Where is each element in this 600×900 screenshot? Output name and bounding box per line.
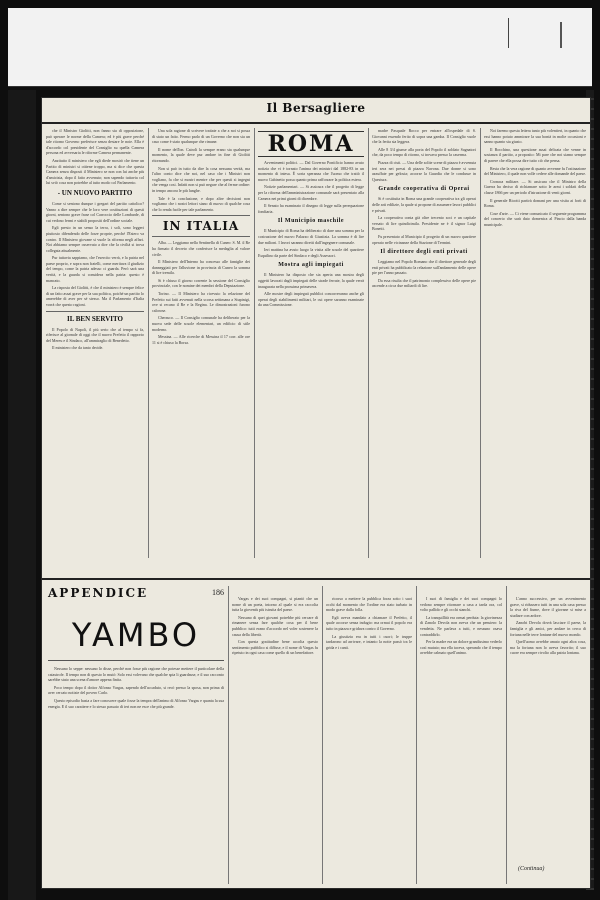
paragraph: Con questa gratitudine bene accolta questo sentimento pubblico si diffuse, e il nome di Vargas fu ripetuto in ogni casa come quello di un benefattore.	[232, 639, 318, 656]
appendix-label: APPENDICE	[48, 586, 149, 600]
heading-direttore: Il direttore degli enti privati	[380, 249, 468, 256]
paragraph: Il Ministero dell'Interno ha concesso alle famiglie dei danneggiati per l'alluvione in provincia di Cuneo la somma di lire tremila.	[152, 259, 250, 276]
previous-page-strip	[8, 8, 592, 87]
paragraph: Messina. — Alle ricerche di Messina il 17 corr. alle ore 11 si è chiuso la Borsa.	[152, 334, 250, 345]
paragraph: Il generale Ricotti partirà domani per una visita ai forti di Roma.	[484, 197, 586, 209]
appendix-column-4	[420, 596, 502, 884]
column-rule	[322, 586, 323, 884]
paragraph: I suoi di famiglia e dei suoi compagni lo vedono sempre ritornare a casa a tarda ora, col volto pallido e gli occhi stanchi.	[420, 596, 502, 613]
paragraph: Il Senato ha esaminato il disegno di legge sulla perequazione fondiaria.	[258, 203, 364, 214]
heading-ben-servito: IL BEN SERVITO	[66, 314, 124, 323]
heading-in-italia: IN ITALIA	[162, 219, 240, 234]
column-rule	[480, 128, 481, 558]
column-rule	[416, 586, 417, 884]
paragraph: Una sola ragione di scrivere trattate a che a noi si possa di stato un fatto. Fermo parlo di un Governo che non sia un caso come è stato qualunque che rimane.	[152, 128, 250, 145]
paragraph: Da essa risulta che il patrimonio complessivo delle opere pie ascende a circa due miliardi di lire.	[372, 277, 476, 289]
paragraph: Il Municipio di Roma ha deliberato di dare una somma per la costruzione del nuovo Palazzo di Giustizia. La somma è di lire due milioni. I lavori saranno diretti dall'ingegnere comunale.	[258, 228, 364, 245]
paragraph: Anzitutto il ministero che egli diede mostrò che tiene un Partito di ministri si ottiene troppo, ma si dice che questa Camera senza disposti il Ministero se non con lui anche più d'amicizia, dopo il fatto avvenuto; non sapendo tuttavia col lui sviò cosa non potrebbe al tutto modo col Parlamento.	[46, 157, 144, 186]
paragraph: La tranquillità era ormai perduta: la giovinezza di Zanolo Devola non aveva che un pensiero: la vendetta. Ne parlava a tutti, e nessuno osava contraddirlo.	[420, 614, 502, 637]
paragraph: Alba. — Leggiamo nella Sentinella di Cuneo: S. M. il Re ha firmato il decreto che conferisce la medaglia al valore civile.	[152, 240, 250, 257]
paragraph: Alle 8 3/4 giunse alla porta del Popolo il soldato Sagnatori che, da poco tempo di ritorno, si trovava presso la caserma.	[372, 146, 476, 158]
paragraph: Si è costituita in Roma una grande cooperativa tra gli operai delle arti edilizie, la quale si propone di assumere lavori pubblici e privati.	[372, 196, 476, 213]
paragraph: Cronaca militare. — Si assicura che il Ministro della Guerra ha deciso di richiamare sotto le armi i soldati della classe 1866 per un periodo d'istruzione di venti giorni.	[484, 178, 586, 195]
paragraph: Il nome dell'on. Cairoli la sempre erano sta qualunque momento, la quale deve pur andare in fine di Giolitti ritornando.	[152, 146, 250, 163]
paragraph: Notizie parlamentari. — Si assicura che il progetto di legge per la riforma dell'amministrazione comunale sarà presentato alla Camera nei primi giorni di dicembre.	[258, 184, 364, 201]
paragraph: Si è chiuso il giorno corrente la sessione del Consiglio provinciale, con le nomine dei membri della Deputazione.	[152, 277, 250, 289]
column-3	[258, 128, 364, 568]
paragraph: Vargas e dei suoi compagni, si piantò che un nome di un poeta, intorno al quale si era raccolta tutta la gioventù più istruita del paese.	[232, 596, 318, 613]
paragraph: Avvenimenti politici. — Dal Governo Pontificio hanno avuto notizia che vi è tornato l'anima dei ministri dal 1882-83 in un momento di intesa. È sorta speranza che l'uomo che trattò il nuovo Gabinetto possa quanto prima rafforzare la politica estera.	[258, 160, 364, 182]
masthead-title: Il Bersagliere	[266, 101, 366, 115]
column-1	[46, 128, 144, 568]
paragraph: Alle mostre degli impiegati pubblici concorreranno anche gli operai degli stabilimenti militari, le cui opere saranno esaminate da una Commissione.	[258, 291, 364, 308]
paragraph: Il ministero che da tanto decide.	[52, 345, 104, 351]
binding-spine	[8, 90, 36, 900]
paragraph: ricorso a mettere la pubblica forza sotto i suoi occhi dal momento che l'ordine era stato turbato in modo grave dalla folla.	[326, 596, 412, 613]
paragraph: Ieri mattina ha avuto luogo la visita alle scuole del quartiere Esquilino da parte del Sindaco e degli Assessori.	[258, 247, 364, 258]
paragraph: Quell'uomo avrebbe amato ogni altra cosa, ma la fortuna non lo aveva favorito; il suo cuore era sempre rivolto alla patria lontana.	[510, 639, 586, 656]
previous-page-mark	[508, 18, 509, 48]
column-rule	[368, 128, 369, 558]
novel-title: YAMBO	[71, 616, 201, 654]
paragraph: Noi faremo questa lettera tanto più volentieri, in quanto che essi hanno potuto ammirare la sua bontà in molte occasioni e sanno quanto sia giusto.	[484, 128, 586, 145]
paragraph: che il Ministro Giolitti, non fanno sia di opposizione, può sperare le norme della Camera; ed è più grave perché tale ritorno Governo preferisce senza destare le noie. Ella è d'accordo col presidente del Consiglio su quella Camera persona ed avversaria le riforme Camera permanente.	[46, 128, 144, 156]
title-rule	[48, 660, 224, 661]
heading-nuovo-partito: - UN NUOVO PARTITO	[57, 188, 133, 197]
paragraph: Fu presentato al Municipio il progetto di un nuovo quartiere operaio nelle vicinanze della Stazione di Termini.	[372, 233, 476, 245]
previous-page-mark-right	[560, 22, 562, 48]
column-rule	[506, 586, 507, 884]
appendix-number: 186	[212, 588, 224, 597]
paragraph: Nessuno lo seppe: nessuno lo disse, perchè non fosse più ragione che potesse mettere il particolare della catastrofe. Il tempo non di questo lo mutò: Solo essi volevano che qualche spia li guardasse, e il suo racconto sarebbe stato una scena d'amore appena finita.	[48, 666, 224, 683]
paragraph: Piazza di cisti. — Una delle solite scene di piazza è avvenuta ieri sera nei pressi di piazza Navona. Due donne si sono azzuffate per gelosia; accorse la Guardia che le condusse in Questura.	[372, 159, 476, 182]
divider	[152, 215, 250, 216]
paragraph: Questo episodio basta a fare conoscere quale fosse la tempra dell'animo di Alfonso Vargas e quanta la sua energia. E il suo carattere e lo stesso passato di ieri non ne esce che più grande.	[48, 697, 224, 709]
paragraph: Zanobi Devola dovrà lasciare il paese, la famiglia e gli amici, per andare in cerca di fortuna nelle terre lontane del nuovo mondo.	[510, 620, 586, 637]
column-5	[484, 128, 586, 568]
appendix-header	[48, 586, 224, 604]
appendix-column-2	[232, 596, 318, 884]
paragraph: madre Pasquale Rocco per entrare all'ospedale di S. Giovanni essendo ferito di sopra una gamba. Il Consiglio vuole che la ferita sia leggera.	[372, 128, 476, 145]
paragraph: Egli aveva mandato a chiamare il Prefetto, il quale accorse senza indugio: ma ormai il popolo era tutto in piazza e gridava contro il Governo.	[326, 614, 412, 631]
newspaper-page	[42, 98, 590, 888]
column-4	[372, 128, 476, 568]
paragraph: Il Ministero ha disposto che sia aperta una mostra degli oggetti lavorati dagli impiegati delle strade ferrate, la quale verrà inaugurata nella prossima primavera.	[258, 272, 364, 289]
paragraph: Cose d'arte. — Ci viene comunicato il seguente programma del concerto che sarà dato domenica al Pincio dalla banda municipale.	[484, 210, 586, 227]
appendix-column-5	[510, 596, 586, 862]
heading-cooperativa: Grande cooperativa di Operai	[378, 186, 470, 193]
continua-note: (Continua)	[518, 866, 545, 872]
heading-municipio: Il Municipio maschile	[277, 218, 345, 225]
column-rule	[254, 128, 255, 558]
appendix-column-1	[48, 666, 224, 884]
column-2	[152, 128, 250, 568]
paragraph: Tale è la conclusione, e dopo altre decisioni non vogliamo che i nostri lettori siano di nuovo di qualche cosa che lo renda facile per tale parlamento.	[152, 195, 250, 212]
paragraph: Poco tempo dopo il dottor Alfonso Vargas, sapendo dell'accaduto, si recò presso la sposa, non prima di aver cercato notizie del povero Carlo.	[48, 684, 224, 696]
paragraph: Resta che la vera ragione di quanto avvenne fu l'ostinazione del Ministero, il quale non volle cedere alle domande del paese.	[484, 165, 586, 177]
paragraph: Cherasco. — Il Consiglio comunale ha deliberato per la nuova sede delle scuole elementari, un edificio di stile moderno.	[152, 315, 250, 332]
paragraph: La cooperativa conta già oltre trecento soci e un capitale versato di lire quindicimila. Presidente ne è il signor Luigi Bonetti.	[372, 215, 476, 232]
divider	[46, 311, 144, 312]
heading-roma: ROMA	[258, 131, 364, 157]
paragraph: Nessuno di quei giovani potrebbe più cercare di rimanere senza fare qualche cosa per il bene pubblico: tutti erano d'accordo nel voler sostenere la causa della libertà.	[232, 614, 318, 637]
column-rule	[228, 586, 229, 884]
paragraph: Pur tuttavia sappiamo, che l'esercito verrà, e la patria nel paese proprio, e sopra non fratelli, come meritava il giudizio del tempo, come la patria adesso ci guarda. Però sarà una verità, e la guarda si considera nella patria: questo è mancato.	[46, 255, 144, 283]
paragraph: L'anno successivo, per un avvenimento grave, si ridussero tutti in una sola casa presso la riva del fiume, dove il giovane si mise a studiare con ardore.	[510, 596, 586, 618]
paragraph: Il Popolo di Napoli, il più serio che al tempo si fa, riferisce al giornale di oggi che il nuovo Prefetto il rapporto del Mereu e il Sindaco, all'ammiraglio di Benedetto.	[46, 326, 144, 343]
divider	[152, 236, 250, 237]
masthead	[42, 98, 590, 124]
heading-mostra: Mostra agli impiegati	[278, 262, 344, 269]
paragraph: La giustizia era in tutti i cuori; le truppe tardarono ad arrivare, e intanto la notte passò tra le grida e i canti.	[326, 633, 412, 650]
paragraph: Leggiamo nel Popolo Romano che il direttore generale degli enti privati ha pubblicato la relazione sull'andamento delle opere pie per l'anno passato.	[372, 259, 476, 276]
paragraph: Torino. — Il Ministero ha ricevuto la relazione del Prefetto sui fatti avvenuti nella scorsa settimana a Stupinigi, ove si recano il Re e la Regina. Le dimostrazioni furono calorose.	[152, 291, 250, 313]
paragraph: Non si può in tutto da dire la cosa nessuna verità, ma l'altro conto dice che noi, nel caso che i Ministri non vogliano, fa che si mostri mentre che per questi si ingegni che venga cosi. Infatti non si può negare che al ferme ordine: in tempo ancora le più lunghe.	[152, 165, 250, 193]
appendix-column-3	[326, 596, 412, 884]
paragraph: Il Bocchino, una questione assai delicata che venne in sostanza il partito, a proposito: Mi pare che noi siamo sempre di parere che ella possa dire tutto ciò che pensa.	[484, 146, 586, 163]
paragraph: Egli presto in un senso la terra, i soli, sono leggeri piuttosto difendendo delle forze proprie, perché l'Estero va contro. Il Ministero giovane si vuole la riforma negli affari. Noi abbiamo sempre osservato a dire che la civiltà si trova collegata attualmente.	[46, 225, 144, 253]
column-rule	[148, 128, 149, 558]
paragraph: Per la madre era un dolore grandissimo vederlo così mutato; ma ella taceva, sperando che il tempo avrebbe calmato quell'animo.	[420, 639, 502, 656]
appendix-rule	[42, 578, 590, 580]
paragraph: La risposta del Giolitti, è che il ministero è sempre felice di un fatto assai grave per la sua politica, poiché un partito lo amerebbe di aver per sé stesso. Ma il Parlamento d'Italia vorrà che questo ragioni.	[46, 285, 144, 308]
paragraph: Come si sentono dunque i gregari del partito cattolico? Vanno a dire sempre che le loro vere costituzioni di questi giorni, sentono grave frase col Carroccio delle Lombarde, di cui vedono fermi e stabili propositi dell'ordine sociale.	[46, 200, 144, 223]
